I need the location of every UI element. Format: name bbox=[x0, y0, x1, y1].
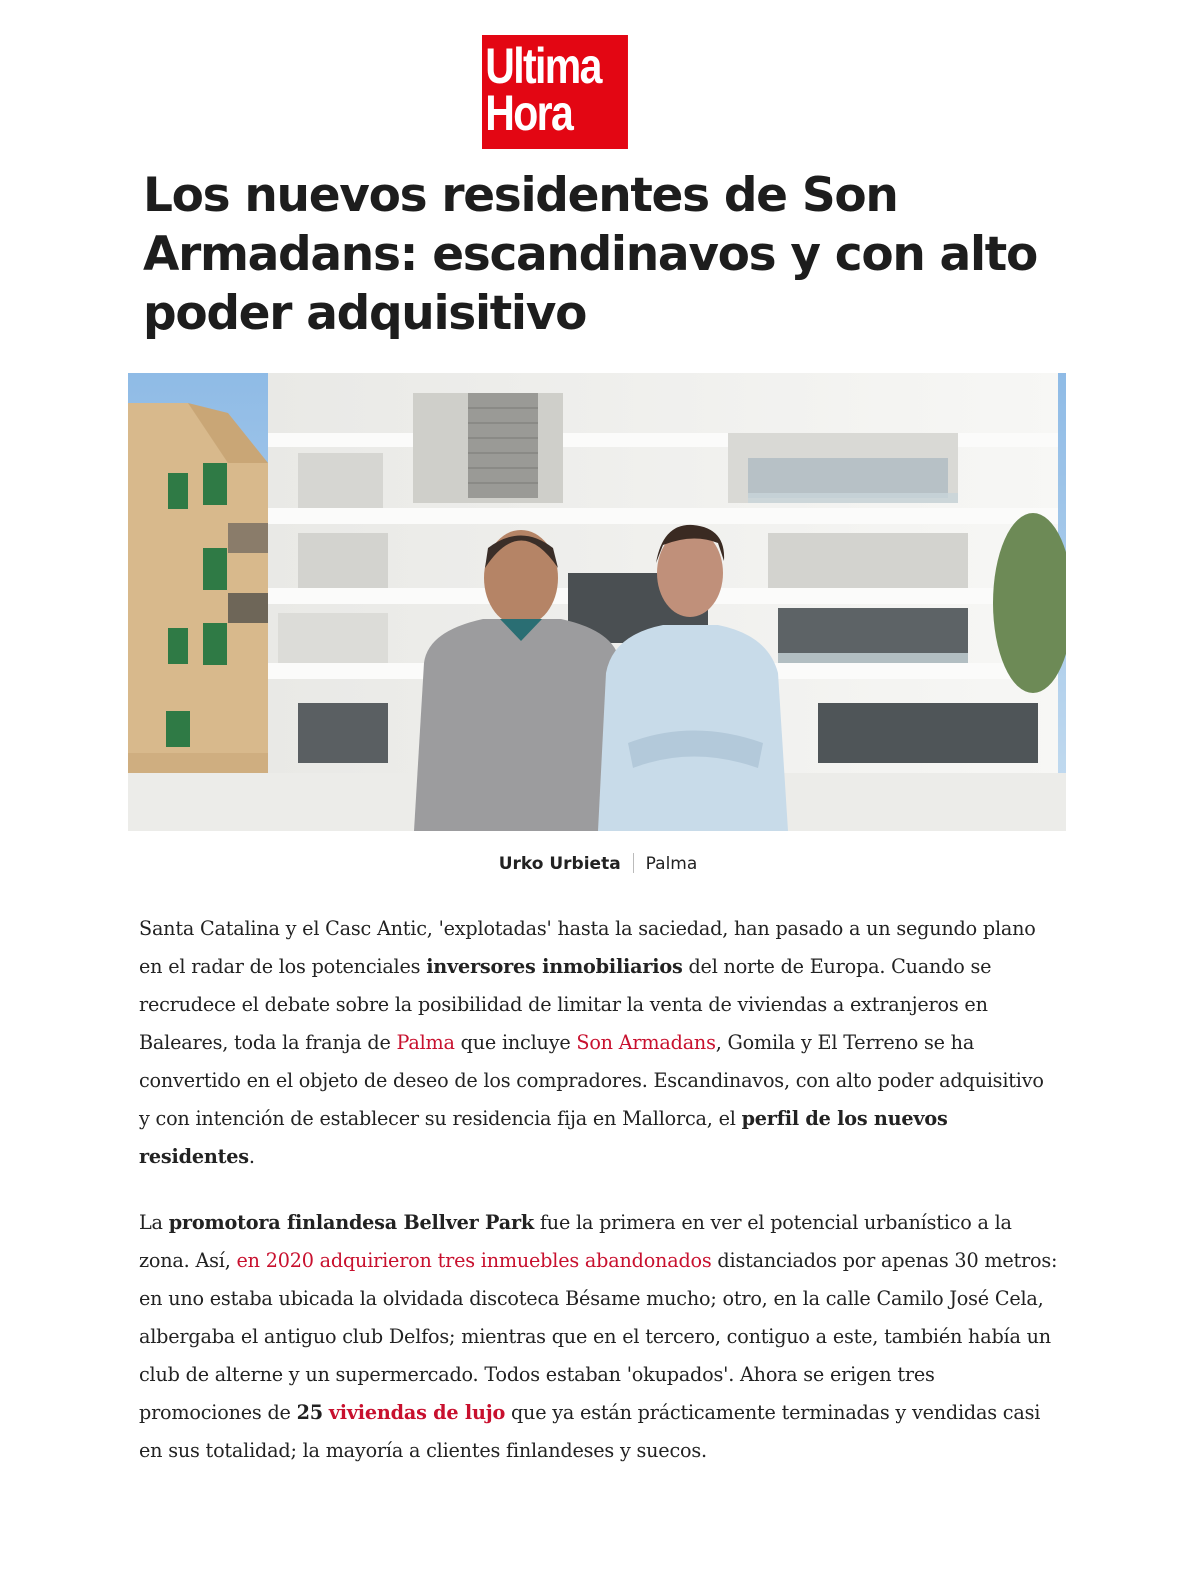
article-headline: Los nuevos residentes de Son Armadans: escandinavos y con alto poder adquisitivo bbox=[143, 168, 1037, 341]
paragraph-text: La bbox=[139, 1211, 169, 1234]
ultima-hora-logo[interactable] bbox=[482, 35, 628, 149]
paragraph-text: que incluye bbox=[454, 1031, 577, 1054]
paragraph-1 bbox=[139, 910, 1059, 1176]
link-2020-inmuebles[interactable]: en 2020 adquirieron tres inmuebles abandonados bbox=[236, 1249, 712, 1272]
link-son-armadans[interactable]: Son Armadans bbox=[576, 1031, 716, 1054]
bold-text: promotora finlandesa Bellver Park bbox=[168, 1211, 534, 1234]
byline bbox=[0, 853, 1196, 874]
article-body bbox=[139, 910, 1059, 1498]
paragraph-text: distanciados por apenas 30 metros: en uno estaba ubicada la olvidada discoteca Bésame mucho; otro, en la calle Camilo José Cela, albergaba el antiguo club Delfos; mientras que en el tercero, contiguo a este, también había un club de alterne y un supermercado. Todos estaban 'okupados'. Ahora se erigen tres promociones de bbox=[139, 1249, 1058, 1424]
paragraph-text: Santa Catalina y el Casc Antic, 'explotadas' hasta la saciedad, han pasado a un segundo plano en el radar de los potenciales bbox=[139, 917, 1036, 978]
paragraph-text: del norte de Europa. Cuando se recrudece el debate sobre la posibilidad de limitar la venta de viviendas a extranjeros en Baleares, toda la franja de bbox=[139, 955, 992, 1054]
article-photo bbox=[128, 373, 1066, 831]
bold-text: perfil de los nuevos residentes bbox=[139, 1107, 948, 1168]
byline-divider bbox=[633, 853, 634, 873]
byline-location: Palma bbox=[645, 854, 698, 874]
paragraph-text: . bbox=[248, 1145, 255, 1168]
link-viviendas-de-lujo[interactable]: viviendas de lujo bbox=[328, 1401, 506, 1424]
link-palma[interactable]: Palma bbox=[396, 1031, 455, 1054]
paragraph-text: fue la primera en ver el potencial urbanístico a la zona. Así, bbox=[139, 1211, 1012, 1272]
paragraph-text: , Gomila y El Terreno se ha convertido en el objeto de deseo de los compradores. Escandinavos, con alto poder adquisitivo y con intención de establecer su residencia fija en Mallorca, el bbox=[139, 1031, 1044, 1130]
author-name[interactable]: Urko Urbieta bbox=[498, 854, 621, 874]
paragraph-text: que ya están prácticamente terminadas y vendidas casi en sus totalidad; la mayoría a clientes finlandeses y suecos. bbox=[139, 1401, 1041, 1462]
bold-text: inversores inmobiliarios bbox=[426, 955, 683, 978]
logo-line-2: Hora bbox=[485, 85, 573, 141]
bold-text: 25 bbox=[296, 1401, 323, 1424]
paragraph-2 bbox=[139, 1204, 1059, 1470]
logo-line-1: Ultima bbox=[485, 38, 601, 94]
